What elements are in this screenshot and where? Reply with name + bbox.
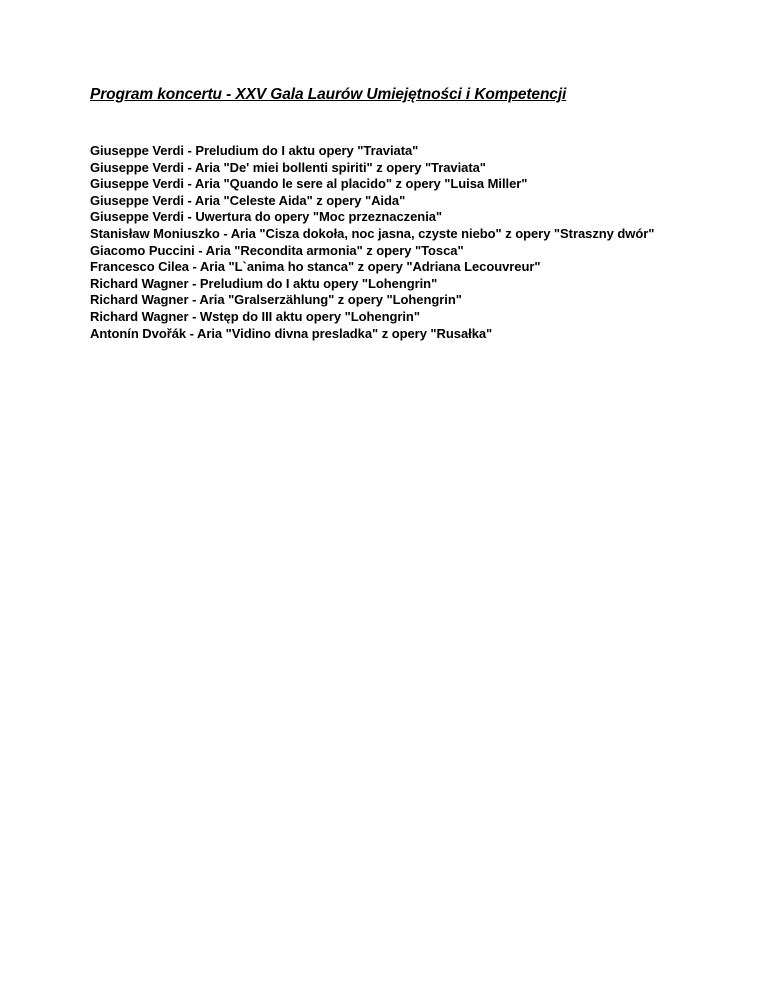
program-item: Richard Wagner - Wstęp do III aktu opery "Lohengrin" [90, 308, 420, 324]
program-item: Francesco Cilea - Aria "L`anima ho stanca" z opery "Adriana Lecouvreur" [90, 259, 541, 275]
program-item: Stanisław Moniuszko - Aria "Cisza dokoła, noc jasna, czyste niebo" z opery "Straszny dwór" [90, 225, 655, 241]
program-item: Giuseppe Verdi - Aria "De' miei bollenti spiriti" z opery "Traviata" [90, 159, 486, 175]
program-item: Richard Wagner - Aria "Gralserzählung" z opery "Lohengrin" [90, 292, 462, 308]
program-item: Giuseppe Verdi - Uwertura do opery "Moc przeznaczenia" [90, 209, 443, 225]
program-item: Giuseppe Verdi - Preludium do I aktu opery "Traviata" [90, 143, 419, 158]
program-list [90, 143, 654, 342]
program-item: Richard Wagner - Preludium do I aktu opery "Lohengrin" [90, 275, 438, 291]
program-item: Giacomo Puccini - Aria "Recondita armonia" z opery "Tosca" [90, 242, 464, 258]
program-item: Giuseppe Verdi - Aria "Celeste Aida" z opery "Aida" [90, 192, 406, 208]
program-item: Giuseppe Verdi - Aria "Quando le sere al placido" z opery "Luisa Miller" [90, 176, 528, 192]
program-item: Antonín Dvořák - Aria "Vidino divna presladka" z opery "Rusałka" [90, 325, 493, 341]
page-title: Program koncertu - XXV Gala Laurów Umiejętności i Kompetencji [90, 86, 567, 103]
